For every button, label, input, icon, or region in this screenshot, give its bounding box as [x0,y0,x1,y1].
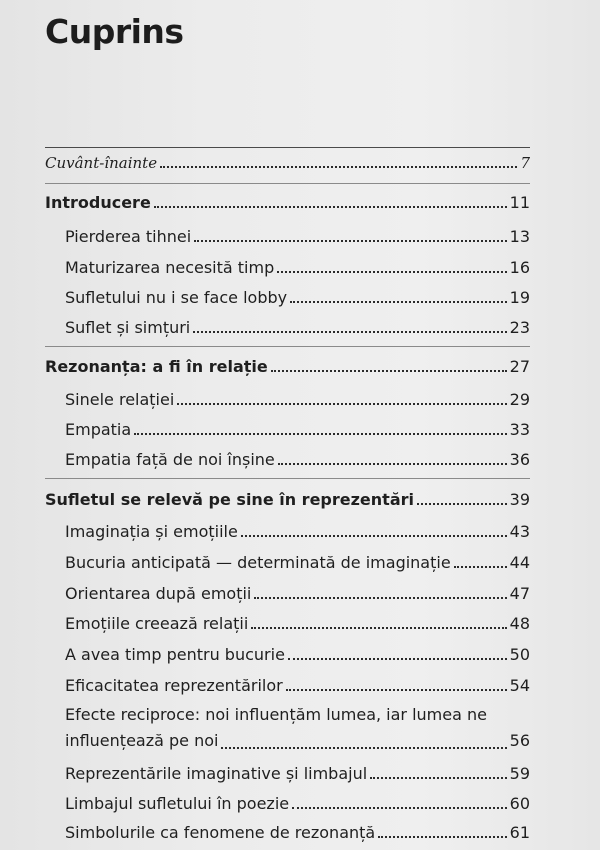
toc-entry-sinele-relatiei[interactable] [65,390,530,410]
dot-leader [251,625,506,629]
dot-leader [286,687,507,691]
toc-entry-label: Introducere [45,193,151,212]
toc-entry-emotiile-relatii[interactable] [65,614,530,634]
toc-entry-efecte-reciproce[interactable] [65,702,530,754]
toc-entry-label: Emoțiile creează relații [65,614,249,633]
toc-entry-page: 29 [509,390,530,409]
toc-entry-label: Sufletul se relevă pe sine în reprezentări [45,490,414,509]
section-divider [45,478,530,479]
toc-entry-label: Reprezentările imaginative și limbajul [65,764,368,783]
dot-leader [378,834,506,838]
toc-entry-label: Imaginația și emoțiile [65,522,238,541]
dot-leader [370,775,506,779]
toc-entry-label: Sinele relației [65,390,175,409]
toc-entry-page: 23 [509,318,530,337]
section-divider [45,183,530,184]
toc-entry-page: 61 [509,823,530,842]
toc-entry-label: Maturizarea necesită timp [65,258,275,277]
toc-entry-eficacitatea[interactable] [65,676,530,696]
toc-entry-page: 60 [509,794,530,813]
page-title: Cuprins [45,12,184,51]
toc-entry-page: 44 [509,553,530,572]
toc-entry-page: 47 [509,584,530,603]
toc-entry-label-continued: influențează pe noi [65,731,219,750]
toc-entry-label: Bucuria anticipată — determinată de imaginație [65,553,451,572]
toc-entry-page: 59 [509,764,530,783]
dot-leader [288,656,507,660]
toc-entry-label: Rezonanța: a fi în relație [45,357,268,376]
toc-entry-pierderea-tihnei[interactable] [65,227,530,247]
dot-leader [177,401,506,405]
toc-entry-imaginatia-emotiile[interactable] [65,522,530,542]
dot-leader [277,269,506,273]
toc-entry-rezonanta[interactable] [45,357,530,377]
dot-leader [292,805,507,809]
toc-entry-label: Empatia [65,420,132,439]
toc-entry-page: 56 [509,731,530,750]
section-divider [45,346,530,347]
toc-entry-label: Sufletului nu i se face lobby [65,288,288,307]
toc-entry-suflet-simturi[interactable] [65,318,530,338]
toc-entry-label: Eficacitatea reprezentărilor [65,676,283,695]
toc-entry-bucuria-anticipata[interactable] [65,553,530,573]
toc-entry-page: 16 [509,258,530,277]
dot-leader [193,329,506,333]
dot-leader [290,299,507,303]
toc-entry-page: 50 [509,645,530,664]
toc-entry-timp-bucurie[interactable] [65,645,530,665]
toc-entry-page: 27 [509,357,530,376]
dot-leader [154,204,507,208]
toc-entry-label: Pierderea tihnei [65,227,192,246]
dot-leader [134,431,506,435]
toc-entry-label: A avea timp pentru bucurie [65,645,285,664]
toc-entry-page: 7 [520,154,530,172]
toc-entry-label: Orientarea după emoții [65,584,252,603]
toc-entry-sufletului-lobby[interactable] [65,288,530,308]
dot-leader [417,501,507,505]
toc-entry-page: 48 [509,614,530,633]
toc-entry-empatia-noi[interactable] [65,450,530,470]
section-divider [45,147,530,148]
dot-leader [160,164,517,168]
dot-leader [454,564,507,568]
toc-entry-page: 39 [509,490,530,509]
toc-entry-page: 43 [509,522,530,541]
toc-entry-label: Cuvânt-înainte [45,154,158,172]
dot-leader [254,595,506,599]
toc-entry-page: 33 [509,420,530,439]
toc-entry-cuvant-inainte[interactable] [45,153,530,173]
dot-leader [241,533,507,537]
toc-entry-label: Suflet și simțuri [65,318,191,337]
dot-leader [221,745,506,749]
toc-entry-label: Empatia față de noi înșine [65,450,275,469]
toc-entry-page: 13 [509,227,530,246]
dot-leader [278,461,507,465]
toc-entry-reprezentarile-limbajul[interactable] [65,764,530,784]
toc-entry-label: Efecte reciproce: noi influențăm lumea, iar lumea ne [65,705,487,724]
toc-entry-label: Simbolurile ca fenomene de rezonanță [65,823,376,842]
toc-entry-page: 54 [509,676,530,695]
toc-entry-orientarea-emotii[interactable] [65,584,530,604]
dot-leader [271,368,507,372]
toc-entry-sufletul-reprezentari[interactable] [45,490,530,510]
toc-entry-page: 19 [509,288,530,307]
toc-entry-maturizarea[interactable] [65,258,530,278]
toc-entry-limbajul-poezie[interactable] [65,794,530,814]
toc-entry-page: 36 [509,450,530,469]
toc-entry-label: Limbajul sufletului în poezie [65,794,290,813]
dot-leader [194,238,507,242]
toc-entry-page: 11 [509,193,530,212]
toc-entry-introducere[interactable] [45,193,530,213]
toc-entry-simbolurile[interactable] [65,823,530,843]
toc-entry-empatia[interactable] [65,420,530,440]
